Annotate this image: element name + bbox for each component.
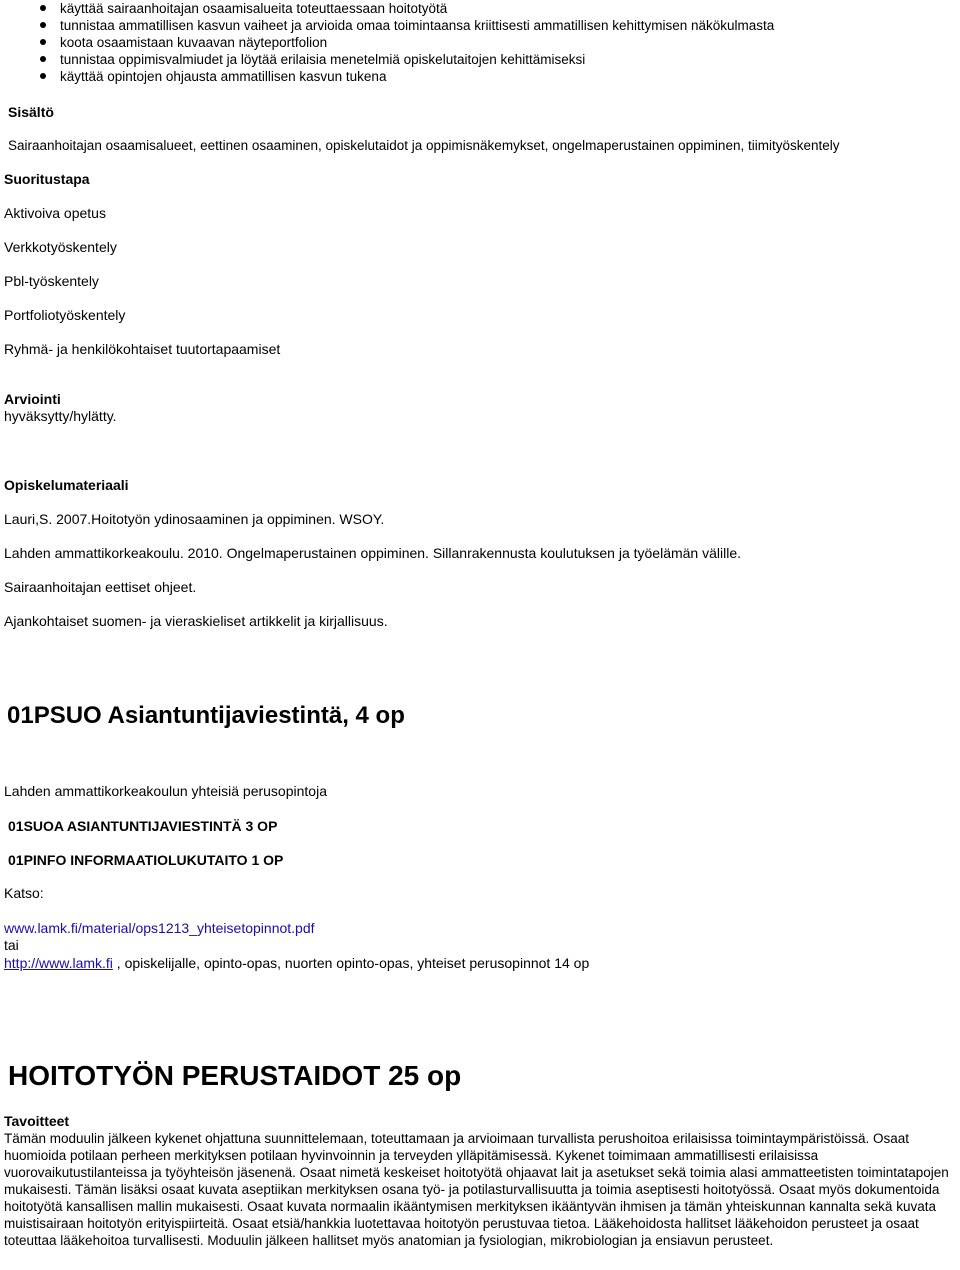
method-item: Verkkotyöskentely xyxy=(4,239,117,255)
bullet-dot xyxy=(40,22,46,28)
assessment-text: hyväksytty/hylätty. xyxy=(4,408,117,424)
method-item: Pbl-työskentely xyxy=(4,273,99,289)
bullet-item: tunnistaa ammatillisen kasvun vaiheet ja arvioida omaa toimintaansa kriittisesti ammatillisen kehittymisen näkökulmasta xyxy=(60,18,775,33)
bullet-dot xyxy=(40,39,46,45)
method-heading: Suoritustapa xyxy=(4,171,90,187)
material-item: Sairaanhoitajan eettiset ohjeet. xyxy=(4,579,197,595)
material-item: Ajankohtaiset suomen- ja vieraskieliset artikkelit ja kirjallisuus. xyxy=(4,613,388,629)
lamk-link-line xyxy=(4,955,589,972)
goals-text: Tämän moduulin jälkeen kykenet ohjattuna suunnittelemaan, toteuttamaan ja arvioimaan turvallista perushoitoa erilaisissa toimintaympäristöissä. Osaat huomioida potilaan perheen merkityksen potilaan hyvinvoinnin ja terveyden ylläpitämisessä. Kykenet toimimaan ammatillisesti erilaisissa vuorovaikutustilanteissa ja työyhteisön jäsenenä. Osaat nimetä keskeiset hoitotyötä ohjaavat lait ja asetukset sekä toimia alasi ammatteetisten toimintatapojen mukaisesti. Tämän lisäksi osaat kuvata aseptiikan merkityksen osana työ- ja potilasturvallisuutta ja toimia aseptisesti hoitotyössä. Osaat myös dokumentoida hoitotyötä kansallisen mallin mukaisesti. Osaat kuvata normaalin ikääntymisen merkityksen ikääntyvän ihmisen ja tämän yhteiskunnan kannalta sekä kuvata muistisairaan hoitotyön erityispiirteitä. Osaat etsiä/hankkia luotettavaa hoitotyön perustuvaa tietoa. Lääkehoidosta hallitset lääkehoidon perusteet ja osaat toteuttaa lääkehoitoa turvallisesti. Moduulin jälkeen hallitset myös anatomian ja fysiologian, mikrobiologian ja ensiavun perusteet. xyxy=(4,1131,949,1248)
ops-pdf-link[interactable]: www.lamk.fi/material/ops1213_yhteisetopinnot.pdf xyxy=(4,920,315,936)
bullet-item: tunnistaa oppimisvalmiudet ja löytää erilaisia menetelmiä opiskelutaitojen kehittämiseksi xyxy=(60,52,586,67)
bullet-dot xyxy=(40,73,46,79)
lamk-link[interactable]: http://www.lamk.fi xyxy=(4,955,113,971)
material-item: Lauri,S. 2007.Hoitotyön ydinosaaminen ja oppiminen. WSOY. xyxy=(4,511,385,527)
bullet-item: käyttää sairaanhoitajan osaamisalueita toteuttaessaan hoitotyötä xyxy=(60,1,448,16)
lamk-link-suffix: , opiskelijalle, opinto-opas, nuorten opinto-opas, yhteiset perusopinnot 14 op xyxy=(112,955,590,971)
bullet-dot xyxy=(40,5,46,11)
course-code: 01SUOA ASIANTUNTIJAVIESTINTÄ 3 OP xyxy=(8,818,278,834)
method-item: Portfoliotyöskentely xyxy=(4,307,126,323)
materials-heading: Opiskelumateriaali xyxy=(4,477,129,493)
material-item: Lahden ammattikorkeakoulu. 2010. Ongelmaperustainen oppiminen. Sillanrakennusta koulutuksen ja työelämän välille. xyxy=(4,545,742,561)
content-heading: Sisältö xyxy=(8,104,54,120)
method-item: Aktivoiva opetus xyxy=(4,205,106,221)
content-text: Sairaanhoitajan osaamisalueet, eettinen osaaminen, opiskelutaidot ja oppimisnäkemykset, ongelmaperustainen oppiminen, tiimityöskentely xyxy=(8,138,840,153)
section-subtitle: Lahden ammattikorkeakoulun yhteisiä perusopintoja xyxy=(4,783,327,799)
section-title: 01PSUO Asiantuntijaviestintä, 4 op xyxy=(7,702,405,729)
or-label: tai xyxy=(4,937,19,953)
course-code: 01PINFO INFORMAATIOLUKUTAITO 1 OP xyxy=(8,852,284,868)
goals-heading: Tavoitteet xyxy=(4,1113,70,1129)
bullet-dot xyxy=(40,56,46,62)
see-label: Katso: xyxy=(4,885,44,901)
module-title: HOITOTYÖN PERUSTAIDOT 25 op xyxy=(8,1060,462,1091)
assessment-heading: Arviointi xyxy=(4,391,61,407)
bullet-item: koota osaamistaan kuvaavan näyteportfolion xyxy=(60,35,328,50)
bullet-item: käyttää opintojen ohjausta ammatillisen kasvun tukena xyxy=(60,69,387,84)
method-item: Ryhmä- ja henkilökohtaiset tuutortapaamiset xyxy=(4,341,281,357)
